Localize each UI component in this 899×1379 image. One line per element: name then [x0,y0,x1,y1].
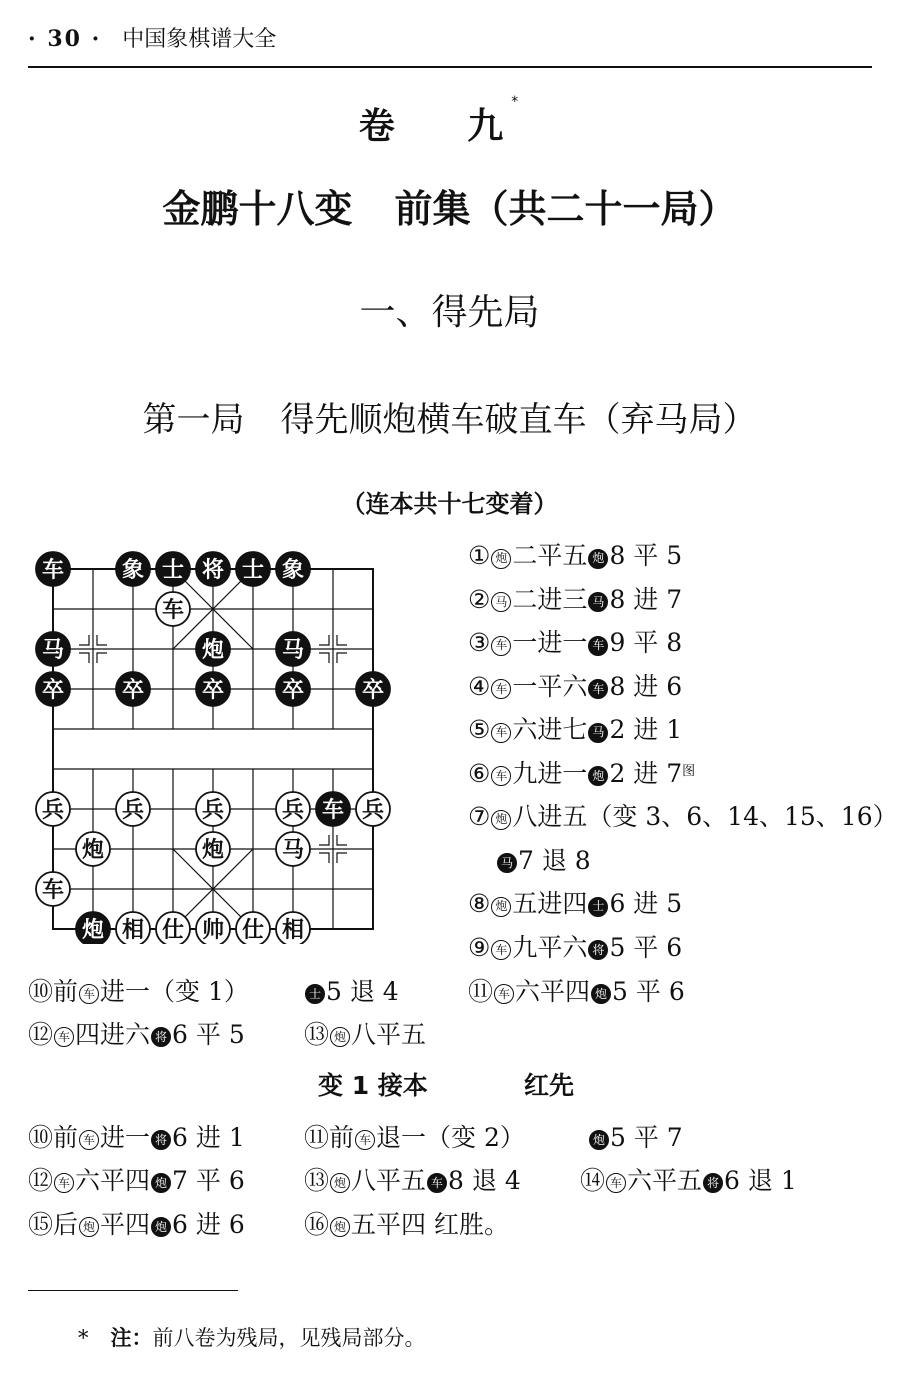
piece-label: 马 [41,638,65,663]
red-move-text: 六进七 [512,715,588,744]
black-piece [36,632,70,666]
move-number: ⑫ [28,1020,54,1049]
move-cell [28,1015,245,1051]
move-line [468,752,898,796]
red-piece [276,912,310,944]
move-number: ⑦ [468,802,491,831]
red-move-text: 退一（变 2） [376,1123,525,1152]
black-piece [276,672,310,706]
piece-label: 仕 [241,918,265,943]
move-number: ⑧ [468,889,491,918]
black-move-text: 7 平 6 [172,1166,245,1195]
piece-label: 车 [41,558,65,583]
piece-label: 士 [241,558,265,583]
black-piece-icon: 炮 [589,1130,609,1150]
black-move-text: 5 平 6 [609,932,683,962]
move-line [468,795,898,839]
move-number: ① [468,541,491,570]
move-prefix: 后 [53,1210,79,1239]
piece-label: 兵 [361,798,385,823]
diagram-note: 图 [682,763,696,779]
black-piece [196,632,230,666]
red-move-text: 六平四 [75,1166,151,1195]
black-move-text: 5 退 4 [326,977,399,1006]
game-title [0,392,899,441]
black-piece-icon: 将 [151,1130,171,1150]
position-marker [337,635,347,645]
black-piece-icon: 车 [588,636,608,656]
move-number: ⑪ [468,977,494,1006]
red-piece-icon: 炮 [330,1027,350,1047]
subtitle: （连本共十七变着） [341,490,558,518]
piece-label: 兵 [201,798,225,823]
move-number: ⑯ [304,1210,330,1239]
move-cell [304,1118,525,1154]
red-piece-icon: 炮 [79,1217,99,1237]
red-piece [76,832,110,866]
black-move-text: 2 进 7 [609,758,683,788]
header-rule [28,66,872,68]
red-piece [36,872,70,906]
collection-title-right: 前集（共二十一局） [394,187,737,231]
red-move-text: 五进四 [512,889,588,918]
move-line [468,882,898,926]
position-marker [97,653,107,663]
game-name: 得先顺炮横车破直车（弃马局） [280,400,757,440]
move-number: ⑥ [468,758,491,788]
red-move-text: 进一（变 1） [100,977,249,1006]
move-number: ⑫ [28,1166,54,1195]
move-cell [28,1161,245,1197]
piece-label: 兵 [41,798,65,823]
piece-label: 卒 [121,678,145,703]
black-piece [116,552,150,586]
red-move-text: 六平五 [627,1166,703,1195]
move-line [468,665,898,709]
black-piece-icon: 马 [588,723,608,743]
variation-row [28,1161,888,1195]
red-piece-icon: 车 [79,1130,99,1150]
volume-footnote-mark: * [511,94,519,110]
piece-label: 马 [281,638,305,663]
red-piece [196,792,230,826]
red-piece [36,792,70,826]
red-piece [116,792,150,826]
piece-label: 兵 [121,798,145,823]
black-piece-icon: 炮 [151,1173,171,1193]
red-move-text: 四进六 [75,1020,151,1049]
red-move-text: 八进五（变 3、6、14、15、16） [512,802,898,831]
position-marker [79,653,89,663]
red-piece-icon: 马 [491,592,511,612]
black-piece [36,552,70,586]
variation-side: 红先 [524,1071,575,1100]
red-move-text: 八平五 [351,1166,427,1195]
red-piece [196,832,230,866]
piece-label: 车 [41,878,65,903]
move-number: ③ [468,628,491,657]
move-number: ⑭ [580,1166,606,1195]
red-piece-icon: 车 [355,1130,375,1150]
black-piece [196,552,230,586]
black-move-text: 5 平 7 [610,1123,683,1152]
volume-title [0,94,899,149]
move-number: ⑮ [28,1210,54,1239]
move-cell [304,1161,521,1197]
variation-label: 变 1 接本 [318,1071,428,1100]
black-piece-icon: 将 [588,940,608,960]
running-header [28,22,276,53]
collection-title [0,178,899,233]
footnote-rule [28,1290,238,1291]
variation-title [318,1066,575,1102]
black-piece-icon: 车 [427,1173,447,1193]
black-move-text: 9 平 8 [609,628,683,657]
move-number: ⑤ [468,715,491,744]
red-piece-icon: 炮 [491,810,511,830]
red-piece-icon: 炮 [491,897,511,917]
black-piece [276,552,310,586]
move-number: ④ [468,671,491,701]
move-prefix: 前 [53,1123,79,1152]
black-piece-icon: 炮 [588,549,608,569]
move-cell [28,972,249,1008]
red-piece-icon: 车 [494,984,514,1004]
piece-label: 士 [161,558,185,583]
red-piece [236,912,270,944]
red-piece [276,792,310,826]
move-prefix: 前 [329,1123,355,1152]
black-piece-icon: 炮 [588,766,608,786]
black-piece-icon: 将 [703,1173,723,1193]
volume-title-text: 卷 九 [358,106,534,147]
black-piece [156,552,190,586]
red-piece-icon: 车 [54,1027,74,1047]
footnote-mark: * [78,1326,89,1350]
black-move-text: 2 进 1 [609,715,683,744]
black-move-text: 8 进 7 [609,584,683,614]
black-piece-icon: 士 [588,897,608,917]
black-piece-icon: 车 [588,679,608,699]
red-piece-icon: 车 [606,1173,626,1193]
black-piece [116,672,150,706]
position-marker [319,853,329,863]
black-move-text: 6 进 1 [172,1123,245,1152]
black-piece-icon: 炮 [151,1217,171,1237]
piece-label: 炮 [81,918,105,943]
red-move-text: 二平五 [512,541,588,570]
footnote-text: 前八卷为残局，见残局部分。 [152,1326,426,1350]
game-number: 第一局 [142,400,245,440]
black-move-text: 6 退 1 [724,1166,797,1195]
piece-label: 卒 [41,678,65,703]
black-move-text: 6 平 5 [172,1020,245,1049]
red-piece-icon: 车 [54,1173,74,1193]
black-piece-icon: 炮 [591,984,611,1004]
move-line [468,926,898,970]
black-piece [196,672,230,706]
position-marker [319,835,329,845]
position-marker [97,635,107,645]
position-marker [337,653,347,663]
piece-label: 车 [321,798,345,823]
move-number: ⑬ [304,1020,330,1049]
red-move-text: 五平四 [351,1210,427,1239]
move-cell [580,1161,797,1197]
black-piece-icon: 将 [151,1027,171,1047]
red-piece [156,592,190,626]
move-number: ② [468,584,491,614]
move-number: ⑪ [304,1123,330,1152]
red-move-text: 八平五 [351,1020,427,1049]
piece-label: 相 [121,918,145,943]
piece-label: 炮 [201,838,225,863]
collection-title-left: 金鹏十八变 [162,187,353,231]
footnote [78,1322,426,1352]
black-piece-icon: 士 [305,984,325,1004]
black-piece [276,632,310,666]
position-marker [319,653,329,663]
piece-label: 卒 [361,678,385,703]
red-move-text: 九平六 [512,932,588,962]
book-title: 中国象棋谱大全 [122,27,277,52]
move-line [468,578,898,622]
move-cell [304,972,399,1008]
move-cell [28,1118,245,1154]
piece-label: 象 [121,558,145,583]
move-row [28,972,888,1006]
black-move-text: 8 进 6 [609,671,683,701]
move-cell [588,1118,683,1154]
position-marker [337,853,347,863]
black-piece [236,552,270,586]
move-line [468,708,898,752]
black-move-text: 6 进 5 [609,889,683,918]
red-move-text: 一平六 [512,671,588,701]
move-prefix: 前 [53,977,79,1006]
red-piece-icon: 车 [79,984,99,1004]
move-line [468,621,898,665]
piece-label: 仕 [161,918,185,943]
black-piece-icon: 马 [497,853,517,873]
red-piece-icon: 车 [491,766,511,786]
piece-label: 车 [161,598,185,623]
black-move-text: 8 平 5 [609,541,683,570]
red-piece-icon: 车 [491,940,511,960]
red-piece-icon: 炮 [330,1173,350,1193]
piece-label: 将 [201,558,225,583]
red-move-text: 进一 [100,1123,151,1152]
piece-label: 相 [281,918,305,943]
variation-row [28,1118,888,1152]
move-line [468,534,898,578]
red-move-text: 九进一 [512,758,588,788]
red-piece [196,912,230,944]
black-piece [76,912,110,944]
piece-label: 帅 [201,918,225,943]
black-move-text: 红胜。 [426,1210,509,1239]
move-number: ⑨ [468,932,491,962]
red-move-text: 二进三 [512,584,588,614]
move-cell [304,1015,426,1051]
position-marker [79,635,89,645]
black-move-text: 5 平 6 [612,977,685,1006]
black-piece [356,672,390,706]
black-piece [316,792,350,826]
piece-label: 马 [281,838,305,863]
red-piece-icon: 车 [491,723,511,743]
move-list [468,534,898,969]
move-cell [28,1205,245,1241]
position-marker [319,635,329,645]
piece-label: 卒 [201,678,225,703]
section-title: 一、得先局 [359,292,540,333]
piece-label: 象 [281,558,305,583]
piece-label: 兵 [281,798,305,823]
black-move-text: 7 退 8 [518,845,591,875]
move-number: ⑩ [28,1123,54,1152]
move-line [468,839,898,883]
red-piece [156,912,190,944]
red-piece-icon: 炮 [330,1217,350,1237]
red-piece-icon: 车 [491,636,511,656]
xiangqi-board [28,544,408,944]
footnote-label: 注： [110,1326,153,1350]
red-move-text: 平四 [100,1210,151,1239]
black-move-text: 8 退 4 [448,1166,521,1195]
move-cell [304,1205,509,1241]
position-marker [337,835,347,845]
page-number: · 30 · [28,26,102,52]
black-piece-icon: 马 [588,592,608,612]
red-piece-icon: 车 [491,679,511,699]
move-cell [468,972,685,1008]
move-number: ⑬ [304,1166,330,1195]
red-piece-icon: 炮 [491,549,511,569]
variation-row [28,1205,888,1239]
piece-label: 卒 [281,678,305,703]
black-piece [36,672,70,706]
red-piece [116,912,150,944]
red-piece [356,792,390,826]
red-piece [276,832,310,866]
black-move-text: 6 进 6 [172,1210,245,1239]
move-number: ⑩ [28,977,54,1006]
red-move-text: 六平四 [515,977,591,1006]
piece-label: 炮 [81,838,105,863]
piece-label: 炮 [201,638,225,663]
red-move-text: 一进一 [512,628,588,657]
move-row [28,1015,888,1049]
